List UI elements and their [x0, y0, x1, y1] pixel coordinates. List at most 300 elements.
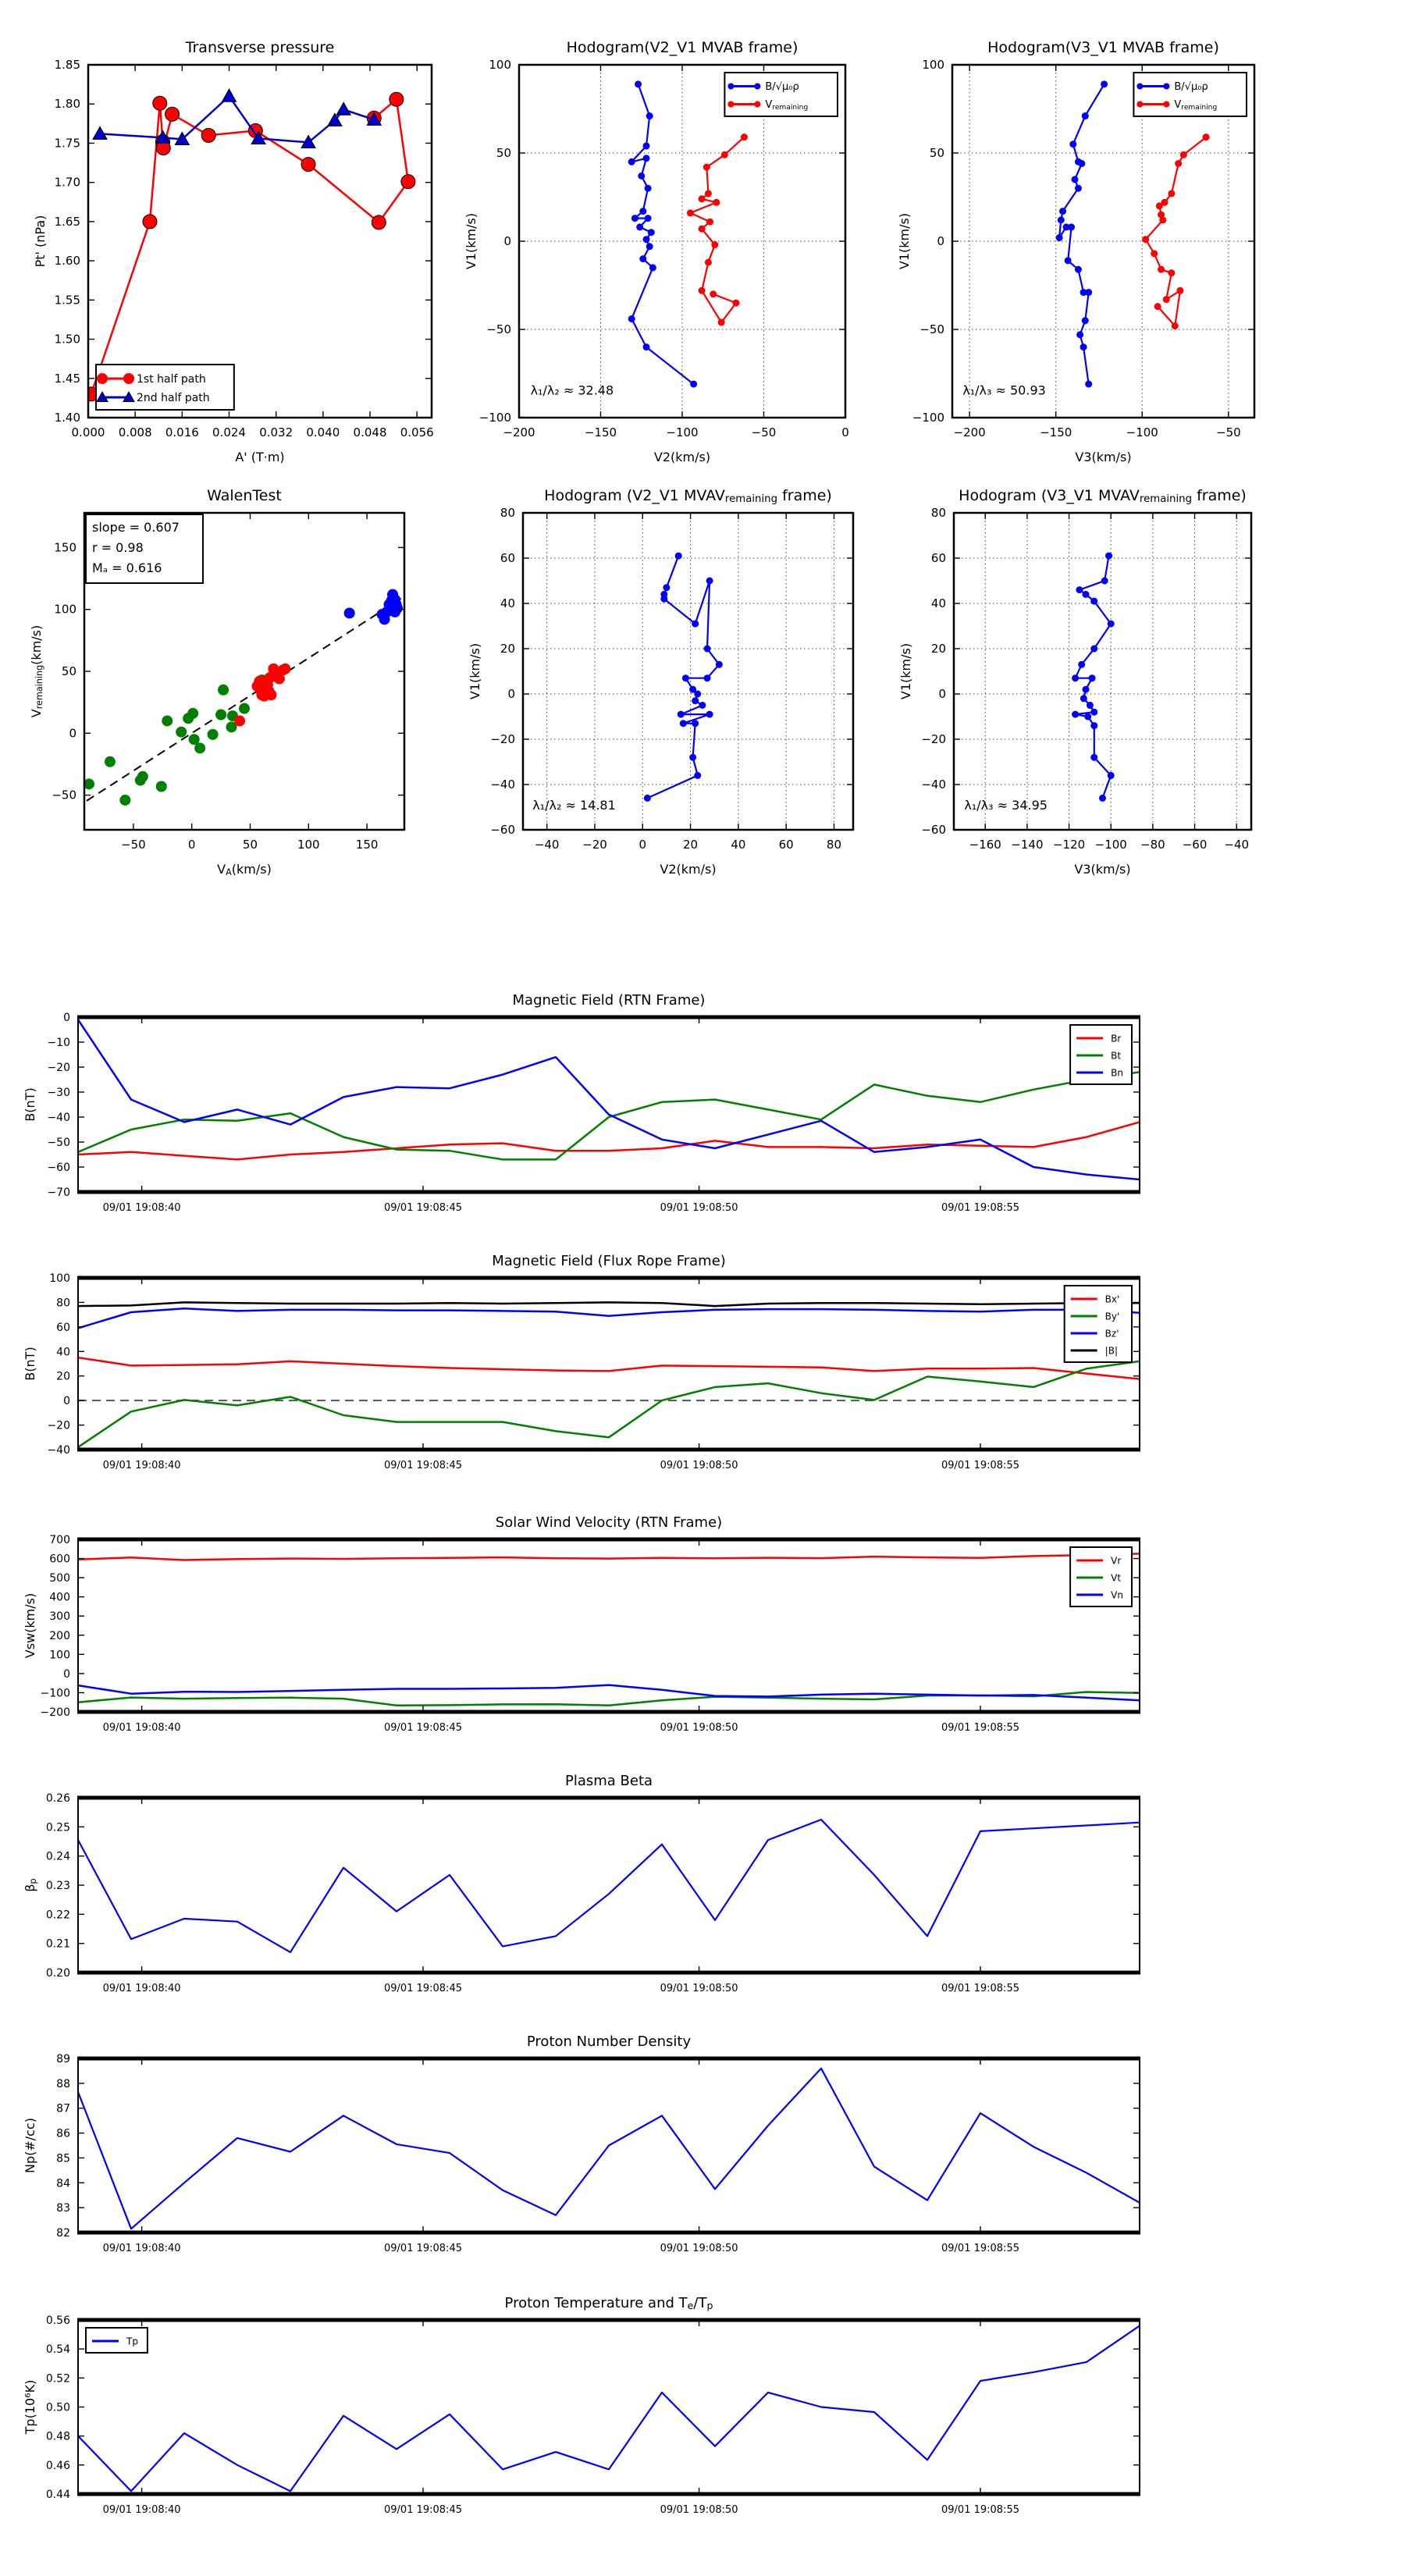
y-tick-label: 0 — [503, 234, 511, 248]
circle-marker — [646, 112, 653, 119]
markers-V-remaining — [687, 133, 748, 326]
y-tick-label: 100 — [54, 602, 76, 617]
circle-marker — [1059, 208, 1066, 215]
circle-marker — [1168, 269, 1175, 276]
circle-marker — [699, 226, 706, 233]
circle-marker — [1072, 176, 1079, 183]
circle-marker — [704, 646, 711, 653]
x-tick-label: 0 — [638, 838, 647, 852]
circle-marker — [639, 255, 646, 262]
y-tick-label: −100 — [478, 411, 511, 425]
x-tick-label: 09/01 19:08:55 — [941, 1460, 1019, 1471]
circle-marker — [704, 674, 711, 681]
y-tick-label: 1.65 — [54, 214, 80, 229]
x-tick-label: −80 — [1140, 838, 1165, 852]
y-tick-label: −60 — [921, 823, 946, 837]
circle-marker — [1163, 84, 1169, 90]
circle-marker — [97, 373, 108, 384]
circle-marker — [713, 199, 720, 206]
x-tick-label: −20 — [582, 838, 607, 852]
legend-label: Bz' — [1104, 1328, 1119, 1340]
series-group — [78, 2325, 1140, 2491]
y-tick-label: 50 — [929, 146, 944, 160]
y-tick-label: 50 — [61, 664, 76, 678]
chart-svg-proton-density — [12, 2016, 1163, 2291]
x-axis-label: A' (T·m) — [235, 450, 285, 464]
x-tick-label: 40 — [731, 838, 746, 852]
y-tick-label: 40 — [56, 1346, 70, 1359]
chart-transverse-pressure — [22, 22, 455, 476]
circle-marker — [692, 621, 699, 628]
circle-marker — [643, 236, 650, 243]
y-tick-label: 84 — [56, 2177, 70, 2190]
chart-proton-temperature — [12, 2277, 1163, 2553]
y-tick-label: 1.85 — [54, 58, 80, 72]
ticks — [78, 1017, 1140, 1192]
x-axis-label: V3(km/s) — [1074, 862, 1131, 877]
y-tick-label: 1.60 — [54, 254, 80, 269]
x-tick-label: 60 — [778, 838, 794, 852]
series-group — [628, 80, 748, 387]
chart-plasma-beta — [12, 1755, 1163, 2031]
circle-marker — [706, 219, 713, 226]
x-tick-label: 0 — [841, 425, 849, 439]
x-tick-label: 0.040 — [306, 425, 340, 439]
series-group — [1056, 80, 1210, 387]
chart-svg-magnetic-field-flux-rope — [12, 1235, 1163, 1508]
y-tick-label: 500 — [49, 1572, 70, 1585]
circle-marker — [716, 661, 723, 668]
circle-marker — [690, 381, 697, 388]
dot-marker — [194, 742, 205, 753]
circle-marker — [692, 697, 699, 704]
y-tick-label: 0.20 — [45, 1967, 70, 1980]
x-tick-label: 0.032 — [259, 425, 293, 439]
ticks — [523, 513, 853, 830]
y-tick-label: −200 — [40, 1706, 70, 1719]
chart-title: Hodogram(V2_V1 MVAB frame) — [566, 39, 799, 56]
y-tick-label: −20 — [490, 732, 515, 746]
circle-marker — [678, 711, 685, 718]
circle-marker — [741, 133, 748, 141]
x-tick-label: −50 — [751, 425, 777, 439]
series-group — [1072, 553, 1115, 802]
y-tick-label: −100 — [912, 411, 944, 425]
circle-marker — [1089, 674, 1096, 681]
circle-marker — [201, 128, 215, 142]
circle-marker — [1154, 303, 1161, 310]
circle-marker — [705, 190, 712, 197]
y-tick-label: 87 — [56, 2102, 70, 2115]
x-tick-label: −160 — [969, 838, 1001, 852]
circle-marker — [1084, 713, 1091, 720]
y-tick-label: 40 — [930, 596, 946, 610]
chart-svg-plasma-beta — [12, 1755, 1163, 2031]
series-Vr — [78, 1553, 1140, 1560]
y-tick-label: 100 — [49, 1272, 70, 1285]
chart-hodogram-v3v1-mvab — [886, 22, 1278, 476]
y-tick-label: 85 — [56, 2152, 70, 2165]
chart-title: Transverse pressure — [185, 39, 335, 56]
markers-V-hodogram — [1072, 553, 1115, 802]
circle-marker — [732, 300, 739, 307]
markers-2nd-half-path — [93, 89, 381, 148]
circle-marker — [644, 795, 651, 802]
y-tick-label: 80 — [930, 506, 946, 520]
y-axis-label: B(nT) — [23, 1087, 37, 1122]
circle-marker — [663, 584, 670, 591]
x-tick-label: −50 — [1216, 425, 1241, 439]
legend-label: 1st half path — [137, 373, 206, 386]
circle-marker — [1075, 266, 1082, 273]
y-tick-label: 0.44 — [45, 2489, 70, 2501]
chart-solar-wind-velocity — [12, 1496, 1163, 1770]
markers-V-hodogram — [644, 553, 723, 802]
y-tick-label: −50 — [486, 322, 511, 336]
legend-label: B/√μ₀ρ — [1174, 81, 1208, 94]
series-group — [84, 89, 415, 401]
dot-marker — [176, 727, 187, 738]
circle-marker — [1078, 160, 1085, 167]
y-tick-label: 0.24 — [45, 1850, 70, 1863]
y-tick-label: 50 — [496, 146, 511, 160]
x-tick-label: 09/01 19:08:50 — [660, 1983, 738, 1994]
y-axis-label: V1(km/s) — [468, 642, 482, 700]
legend-label: Vremaining — [1174, 99, 1218, 112]
y-tick-label: 700 — [49, 1534, 70, 1546]
y-tick-label: 0 — [938, 687, 946, 701]
y-tick-label: 0.48 — [45, 2430, 70, 2443]
x-tick-label: −100 — [1094, 838, 1127, 852]
y-tick-label: −40 — [490, 777, 515, 792]
y-axis-label: V1(km/s) — [897, 212, 912, 270]
y-tick-label: 1.40 — [54, 411, 80, 425]
circle-marker — [649, 264, 656, 271]
dot-marker — [137, 771, 148, 782]
y-tick-label: 60 — [56, 1321, 70, 1334]
y-tick-label: 0.54 — [45, 2343, 70, 2357]
legend — [724, 73, 838, 116]
series-Vt — [78, 1692, 1140, 1706]
y-tick-label: 300 — [49, 1610, 70, 1624]
axes-frame — [78, 1798, 1140, 1973]
y-axis-label: V1(km/s) — [898, 642, 913, 700]
x-tick-label: 09/01 19:08:45 — [384, 1983, 462, 1994]
x-tick-label: −120 — [1052, 838, 1086, 852]
dot-marker — [105, 756, 116, 767]
y-tick-label: 83 — [56, 2202, 70, 2215]
series-group — [78, 1019, 1140, 1179]
y-tick-label: 0 — [63, 1667, 70, 1681]
y-tick-label: −60 — [490, 823, 515, 837]
circle-marker — [401, 175, 415, 189]
x-tick-label: 20 — [683, 838, 699, 852]
y-tick-label: 89 — [56, 2053, 70, 2065]
y-tick-label: 100 — [489, 58, 511, 72]
circle-marker — [727, 84, 734, 90]
x-tick-label: −150 — [1040, 425, 1072, 439]
x-tick-label: 0.000 — [71, 425, 105, 439]
circle-marker — [1090, 598, 1097, 605]
circle-marker — [1078, 661, 1085, 668]
dot-marker — [215, 710, 226, 720]
legend-label: Br — [1111, 1033, 1122, 1044]
chart-svg-hodogram-v3v1-mvav — [887, 470, 1275, 888]
x-tick-label: 0 — [187, 838, 196, 852]
circle-marker — [754, 101, 760, 108]
lambda-annotation: λ₁/λ₃ ≈ 34.95 — [964, 797, 1048, 813]
chart-hodogram-v2v1-mvab — [453, 22, 869, 476]
circle-marker — [1090, 722, 1097, 729]
dot-marker — [156, 781, 167, 792]
chart-svg-solar-wind-velocity — [12, 1496, 1163, 1770]
x-axis-label: VA(km/s) — [217, 862, 272, 877]
dot-marker — [234, 715, 245, 726]
chart-title: Hodogram(V3_V1 MVAB frame) — [987, 39, 1219, 56]
dot-marker — [344, 607, 355, 618]
x-tick-label: −100 — [1126, 425, 1158, 439]
circle-marker — [706, 578, 713, 585]
circle-marker — [1090, 646, 1097, 653]
x-axis-label: V2(km/s) — [660, 862, 717, 877]
markers-red-points — [234, 664, 290, 727]
circle-marker — [1176, 287, 1183, 294]
y-tick-label: 1.55 — [54, 293, 80, 308]
y-tick-label: 80 — [56, 1297, 70, 1310]
x-tick-label: 09/01 19:08:45 — [384, 1722, 462, 1734]
y-tick-label: 20 — [500, 642, 515, 656]
chart-magnetic-field-flux-rope — [12, 1235, 1163, 1508]
series-1st-half-path — [91, 99, 408, 394]
circle-marker — [694, 772, 701, 779]
circle-marker — [721, 151, 728, 158]
y-axis-label: Np(#/cc) — [23, 2118, 37, 2173]
y-tick-label: 40 — [500, 596, 515, 610]
circle-marker — [1058, 216, 1065, 223]
legend-label: By' — [1104, 1311, 1120, 1322]
chart-magnetic-field-rtn — [12, 974, 1163, 1251]
dot-marker — [208, 729, 219, 740]
dot-marker — [392, 603, 403, 614]
chart-svg-magnetic-field-rtn — [12, 974, 1163, 1251]
y-tick-label: 20 — [56, 1370, 70, 1383]
x-tick-label: 0.016 — [165, 425, 199, 439]
dot-marker — [239, 703, 250, 714]
circle-marker — [1083, 591, 1090, 598]
circle-marker — [1156, 202, 1163, 209]
y-tick-label: 400 — [49, 1591, 70, 1604]
x-tick-label: 09/01 19:08:50 — [660, 1722, 738, 1734]
series-group — [78, 1553, 1140, 1705]
x-tick-label: −40 — [1224, 838, 1250, 852]
circle-marker — [643, 142, 650, 149]
x-tick-label: 09/01 19:08:40 — [102, 2243, 181, 2254]
circle-marker — [643, 343, 650, 350]
circle-marker — [1203, 133, 1210, 141]
circle-marker — [1172, 322, 1179, 329]
x-tick-label: −40 — [534, 838, 560, 852]
series-Br — [78, 1122, 1140, 1159]
circle-marker — [682, 674, 689, 681]
circle-marker — [1056, 234, 1063, 241]
dot-marker — [218, 685, 229, 696]
ticks — [952, 65, 1254, 418]
lambda-annotation: λ₁/λ₂ ≈ 32.48 — [530, 382, 614, 398]
chart-svg-walen-test — [18, 470, 428, 888]
x-tick-label: 09/01 19:08:40 — [102, 1983, 181, 1994]
circle-marker — [638, 173, 645, 180]
y-tick-label: 0.56 — [45, 2314, 70, 2327]
chart-title: Plasma Beta — [564, 1773, 653, 1789]
y-tick-label: 1.50 — [54, 332, 80, 347]
circle-marker — [680, 720, 687, 727]
x-tick-label: −200 — [953, 425, 986, 439]
circle-marker — [1158, 266, 1165, 273]
chart-svg-proton-temperature — [12, 2277, 1163, 2553]
y-tick-label: 1.80 — [54, 97, 80, 112]
x-tick-label: 0.024 — [212, 425, 246, 439]
axes-frame — [523, 513, 853, 830]
info-box-line: r = 0.98 — [92, 540, 144, 555]
dot-marker — [187, 708, 198, 719]
y-tick-label: 100 — [49, 1649, 70, 1662]
legend — [86, 2328, 148, 2353]
x-tick-label: 150 — [355, 838, 379, 852]
y-tick-label: −50 — [47, 1137, 70, 1149]
y-axis-label: Vremaining(km/s) — [29, 624, 44, 718]
y-axis-label: Tp(10⁶K) — [23, 2379, 37, 2435]
chart-svg-hodogram-v2v1-mvab — [453, 22, 869, 476]
circle-marker — [389, 92, 404, 106]
x-tick-label: −140 — [1011, 838, 1044, 852]
y-tick-label: 200 — [49, 1629, 70, 1642]
circle-marker — [1175, 160, 1182, 167]
circle-marker — [636, 223, 643, 230]
series-group — [78, 2069, 1140, 2229]
x-tick-label: −60 — [1182, 838, 1208, 852]
circle-marker — [645, 215, 652, 222]
legend-label: 2nd half path — [137, 392, 210, 405]
dot-marker — [162, 715, 173, 726]
x-tick-label: 09/01 19:08:50 — [660, 1460, 738, 1471]
y-tick-label: −50 — [52, 788, 76, 802]
chart-title: Magnetic Field (RTN Frame) — [512, 992, 706, 1009]
x-tick-label: −100 — [666, 425, 699, 439]
circle-marker — [123, 373, 134, 384]
legend — [1070, 1025, 1132, 1084]
x-tick-label: 0.056 — [400, 425, 434, 439]
chart-title: Proton Temperature and Te/Tp — [504, 2295, 713, 2312]
y-tick-label: 0.23 — [45, 1880, 70, 1892]
circle-marker — [1159, 216, 1166, 223]
markers-blue-points — [344, 589, 403, 625]
legend — [1070, 1547, 1132, 1606]
lambda-annotation: λ₁/λ₂ ≈ 14.81 — [532, 797, 616, 813]
circle-marker — [648, 229, 655, 236]
circle-marker — [718, 318, 725, 326]
y-tick-label: 1.45 — [54, 371, 80, 386]
x-tick-label: 09/01 19:08:40 — [102, 1460, 181, 1471]
y-tick-label: 0 — [63, 1395, 70, 1408]
x-tick-label: 09/01 19:08:40 — [102, 2504, 181, 2516]
circle-marker — [643, 155, 650, 162]
chart-title: WalenTest — [207, 487, 282, 504]
x-tick-label: 09/01 19:08:40 — [102, 1722, 181, 1734]
circle-marker — [301, 158, 315, 172]
dot-marker — [119, 795, 130, 806]
legend-label: B/√μ₀ρ — [765, 81, 799, 94]
x-tick-label: 09/01 19:08:50 — [660, 2243, 738, 2254]
y-tick-label: 0 — [507, 687, 515, 701]
dot-marker — [279, 664, 290, 674]
series-Np — [78, 2069, 1140, 2229]
circle-marker — [143, 215, 157, 229]
chart-svg-hodogram-v2v1-mvav — [457, 470, 877, 888]
info-box-line: Mₐ = 0.616 — [92, 560, 162, 575]
circle-marker — [1090, 754, 1097, 761]
circle-marker — [645, 185, 652, 192]
x-tick-label: 09/01 19:08:45 — [384, 1202, 462, 1214]
axes-frame — [952, 65, 1254, 418]
y-tick-label: 600 — [49, 1553, 70, 1566]
circle-marker — [710, 290, 717, 297]
y-tick-label: −20 — [921, 732, 946, 746]
chart-svg-hodogram-v3v1-mvab — [886, 22, 1278, 476]
legend-label: Tp — [126, 2336, 138, 2347]
x-tick-label: 0.008 — [118, 425, 152, 439]
ticks — [954, 513, 1251, 830]
series-group — [644, 553, 723, 802]
legend-label: Bn — [1111, 1067, 1123, 1079]
y-tick-label: −100 — [40, 1687, 70, 1700]
circle-marker — [1080, 695, 1087, 702]
y-tick-label: 80 — [500, 506, 515, 520]
x-axis-label: V2(km/s) — [653, 450, 711, 464]
x-tick-label: 09/01 19:08:50 — [660, 2504, 738, 2516]
legend-label: Vt — [1111, 1572, 1122, 1584]
series-beta-p — [78, 1820, 1140, 1952]
y-tick-label: 0.50 — [45, 2401, 70, 2414]
x-tick-label: 09/01 19:08:55 — [941, 1722, 1019, 1734]
circle-marker — [699, 287, 706, 294]
y-tick-label: −60 — [47, 1162, 70, 1174]
circle-marker — [1168, 190, 1175, 197]
circle-marker — [1069, 141, 1076, 148]
axes-frame — [78, 1017, 1140, 1192]
circle-marker — [703, 164, 710, 171]
series-Bz — [78, 1308, 1140, 1328]
y-tick-label: −20 — [47, 1419, 70, 1432]
y-axis-label: βp — [23, 1878, 38, 1892]
series-B-over-sqrt-mu0rho — [631, 84, 693, 384]
y-tick-label: 0.22 — [45, 1909, 70, 1922]
y-tick-label: 0.46 — [45, 2459, 70, 2472]
circle-marker — [628, 158, 635, 165]
y-tick-label: 0 — [69, 726, 76, 741]
y-axis-label: V1(km/s) — [464, 212, 478, 270]
legend-label: Vr — [1111, 1555, 1122, 1567]
x-tick-label: 09/01 19:08:55 — [941, 2243, 1019, 2254]
circle-marker — [1068, 223, 1075, 230]
series-Bmag — [78, 1302, 1140, 1306]
series-fit-line — [87, 598, 402, 801]
circle-marker — [1099, 795, 1106, 802]
x-tick-label: 09/01 19:08:50 — [660, 1202, 738, 1214]
circle-marker — [165, 107, 180, 121]
circle-marker — [1142, 236, 1149, 243]
y-tick-label: 60 — [500, 551, 515, 565]
circle-marker — [1108, 772, 1115, 779]
